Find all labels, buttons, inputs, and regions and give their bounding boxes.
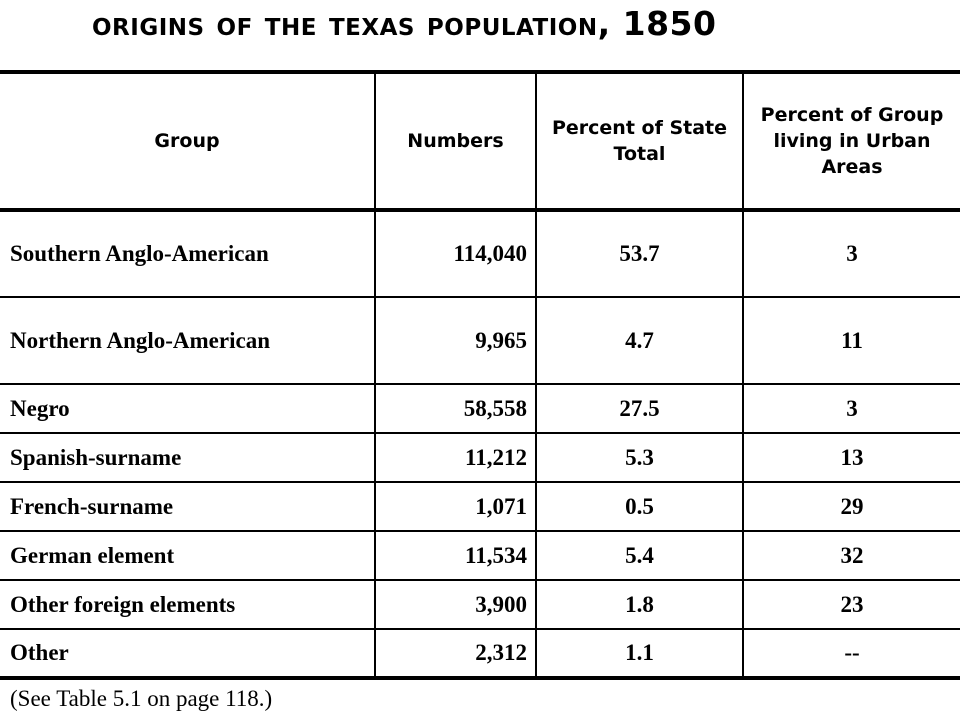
- population-table: [0, 70, 960, 680]
- page-title: origins of the texas population, 1850: [92, 4, 717, 43]
- table-row: [0, 531, 960, 580]
- group-cell: Spanish-surname: [0, 433, 375, 482]
- numbers-cell: 1,071: [375, 482, 536, 531]
- percent-state-cell: 0.5: [536, 482, 743, 531]
- numbers-cell: 11,534: [375, 531, 536, 580]
- header-numbers: Numbers: [375, 72, 536, 210]
- header-group: Group: [0, 72, 375, 210]
- numbers-cell: 2,312: [375, 629, 536, 678]
- percent-urban-cell: 3: [743, 384, 960, 433]
- percent-urban-cell: 3: [743, 210, 960, 297]
- table-row: [0, 297, 960, 384]
- group-cell: Southern Anglo-American: [0, 210, 375, 297]
- percent-state-cell: 27.5: [536, 384, 743, 433]
- percent-state-cell: 1.1: [536, 629, 743, 678]
- percent-urban-cell: 32: [743, 531, 960, 580]
- numbers-cell: 3,900: [375, 580, 536, 629]
- numbers-cell: 11,212: [375, 433, 536, 482]
- table-row: [0, 433, 960, 482]
- table-row: [0, 580, 960, 629]
- percent-state-cell: 4.7: [536, 297, 743, 384]
- numbers-cell: 114,040: [375, 210, 536, 297]
- footnote: (See Table 5.1 on page 118.): [10, 686, 273, 711]
- table-header-row: [0, 72, 960, 210]
- group-cell: German element: [0, 531, 375, 580]
- table-row: [0, 629, 960, 678]
- percent-urban-cell: --: [743, 629, 960, 678]
- percent-state-cell: 5.4: [536, 531, 743, 580]
- group-cell: Other: [0, 629, 375, 678]
- group-cell: Other foreign elements: [0, 580, 375, 629]
- table-row: [0, 210, 960, 297]
- group-cell: French-surname: [0, 482, 375, 531]
- table-row: [0, 384, 960, 433]
- header-percent-urban: Percent of Group living in Urban Areas: [743, 72, 960, 210]
- table-row: [0, 482, 960, 531]
- percent-urban-cell: 13: [743, 433, 960, 482]
- percent-state-cell: 53.7: [536, 210, 743, 297]
- group-cell: Northern Anglo-American: [0, 297, 375, 384]
- group-cell: Negro: [0, 384, 375, 433]
- percent-state-cell: 5.3: [536, 433, 743, 482]
- percent-urban-cell: 29: [743, 482, 960, 531]
- percent-urban-cell: 23: [743, 580, 960, 629]
- header-percent-state-total: Percent of State Total: [536, 72, 743, 210]
- percent-urban-cell: 11: [743, 297, 960, 384]
- numbers-cell: 9,965: [375, 297, 536, 384]
- numbers-cell: 58,558: [375, 384, 536, 433]
- percent-state-cell: 1.8: [536, 580, 743, 629]
